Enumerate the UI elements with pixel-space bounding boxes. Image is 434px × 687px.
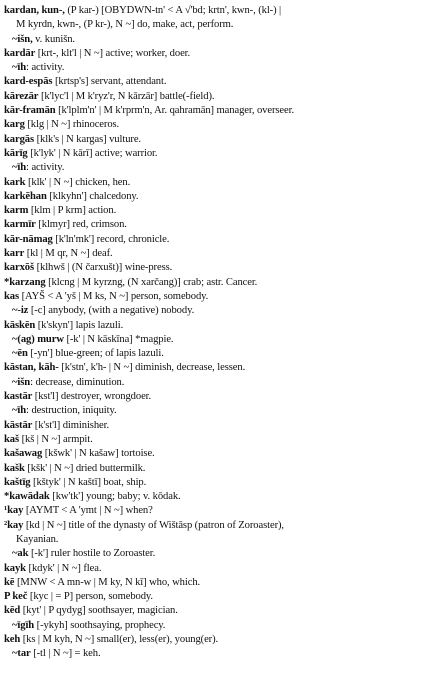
headword: karr (4, 248, 25, 260)
dictionary-entry (4, 390, 430, 404)
headword: kaštīg (4, 476, 31, 488)
headword: karmīr (4, 219, 36, 231)
definition-text: [klk' | N ~] chicken, hen. (25, 176, 131, 188)
definition-text: [-k' | N kāskīna] *magpie. (63, 333, 174, 345)
dictionary-entry (4, 504, 430, 518)
headword: kār-framān (4, 105, 56, 117)
subentry (4, 61, 430, 75)
definition-text: [krt-, klt'l | N ~] active; worker, doer. (35, 47, 191, 59)
subentry (4, 647, 430, 661)
headword: kēd (4, 605, 21, 617)
dictionary-entry (4, 590, 430, 604)
definition-text: [kst'l] destroyer, wrongdoer. (32, 391, 152, 403)
headword: kār-nāmag (4, 233, 53, 245)
definition-text: [kyt' | P qydyg] soothsayer, magician. (20, 605, 178, 617)
headword: kāstan, kāh- (4, 362, 59, 374)
headword: ~ak (12, 548, 29, 560)
definition-text: [kštyk' | N kaštī] boat, ship. (30, 476, 147, 488)
headword: kāskēn (4, 319, 36, 331)
headword: ~išn (12, 376, 31, 388)
headword: kargās (4, 133, 35, 145)
dictionary-entry (4, 118, 430, 132)
dictionary-entry (4, 633, 430, 647)
dictionary-entry (4, 476, 430, 490)
definition-text: [klcng | M kyrzng, (N xarčang)] crab; astr. Cancer. (45, 276, 258, 288)
dictionary-entry (4, 604, 430, 618)
headword: ~tar (12, 648, 31, 660)
dictionary-entry (4, 433, 430, 447)
definition-text: v. kunišn. (32, 33, 75, 45)
subentry (4, 333, 430, 347)
subentry (4, 33, 430, 47)
definition-text: [MNW < A mn-w | M ky, N kī] who, which. (14, 576, 201, 588)
headword: ~(ag) murw (12, 333, 64, 345)
dictionary-entry (4, 419, 430, 433)
dictionary-entry (4, 104, 430, 118)
definition-text: : decrease, diminution. (30, 376, 125, 388)
headword: ~īh (12, 405, 27, 417)
definition-text: [kš | N ~] armpit. (19, 433, 93, 445)
headword: kas (4, 290, 20, 302)
definition-text: [k'lyc'l | M k'ryz'r, N kārzār] battle(-field). (38, 90, 215, 102)
headword: karm (4, 205, 29, 217)
subentry (4, 404, 430, 418)
dictionary-entry (4, 233, 430, 247)
headword: kē (4, 576, 15, 588)
subentry (4, 304, 430, 318)
dictionary-entry (4, 4, 430, 18)
dictionary-entry (4, 75, 430, 89)
definition-text: : activity. (26, 162, 65, 174)
dictionary-entry (4, 576, 430, 590)
headword: kašk (4, 462, 25, 474)
headword: kārīg (4, 147, 28, 159)
headword: kastār (4, 391, 33, 403)
dictionary-entry (4, 247, 430, 261)
definition-text: [kw'tk'] young; baby; v. kōdak. (49, 491, 181, 503)
dictionary-entry (4, 462, 430, 476)
dictionary-entry (4, 447, 430, 461)
definition-text: : activity. (26, 62, 65, 74)
headword: kark (4, 176, 26, 188)
definition-text: : destruction, iniquity. (26, 405, 117, 417)
headword: karxōš (4, 262, 35, 274)
definition-text: [-tl | N ~] = keh. (30, 648, 101, 660)
headword: ¹kay (4, 505, 24, 517)
definition-text: [klg | N ~] rhinoceros. (24, 119, 120, 131)
headword: keh (4, 634, 21, 646)
dictionary-entry (4, 190, 430, 204)
definition-text: [AYŠ < A 'yš | M ks, N ~] person, somebody. (19, 290, 209, 302)
subentry (4, 161, 430, 175)
definition-text: [-k'] ruler hostile to Zoroaster. (28, 548, 156, 560)
entry-continuation (4, 18, 430, 32)
definition-text: [klmyr] red, crimson. (35, 219, 127, 231)
headword: karg (4, 119, 25, 131)
definition-text: [k'lyk' | N kārī] active; warrior. (27, 147, 158, 159)
definition-text: [klkyhn'] chalcedony. (46, 190, 139, 202)
headword: P keč (4, 591, 28, 603)
dictionary-entry (4, 490, 430, 504)
headword: kāstār (4, 419, 33, 431)
headword: *kawādak (4, 491, 50, 503)
dictionary-entry (4, 133, 430, 147)
headword: ~īh (12, 162, 27, 174)
definition-text: [klm | P krm] action. (28, 205, 117, 217)
dictionary-entry (4, 176, 430, 190)
headword: karkēhan (4, 190, 47, 202)
headword: ~-iz (12, 305, 29, 317)
dictionary-entry (4, 47, 430, 61)
definition-text: Kayanian. (16, 533, 59, 545)
dictionary-entry (4, 562, 430, 576)
definition-text: [-c] anybody, (with a negative) nobody. (28, 305, 195, 317)
headword: kašawag (4, 448, 43, 460)
dictionary-entry (4, 261, 430, 275)
definition-text: [kdyk' | N ~] flea. (25, 562, 102, 574)
subentry (4, 376, 430, 390)
definition-text: [kd | N ~] title of the dynasty of Wištāsp (patron of Zoroaster), (23, 519, 284, 531)
dictionary-entry (4, 290, 430, 304)
headword: ~išn, (12, 33, 33, 45)
definition-text: [ks | M kyh, N ~] small(er), less(er), young(er). (20, 634, 219, 646)
headword: kardār (4, 47, 36, 59)
definition-text: [k'ln'mk'] record, chronicle. (52, 233, 170, 245)
definition-text: [k'lplm'n' | M k'rprm'n, Ar. qahramān] manager, overseer. (55, 105, 295, 117)
subentry (4, 347, 430, 361)
definition-text: [k'st'l] diminisher. (32, 419, 110, 431)
headword: ~īgīh (12, 619, 35, 631)
entry-continuation (4, 533, 430, 547)
definition-text: [-ykyh] soothsaying, prophecy. (34, 619, 166, 631)
subentry (4, 547, 430, 561)
headword: kardan, kun-, (4, 5, 65, 16)
headword: kayk (4, 562, 26, 574)
definition-text: [AYMT < A 'ymt | N ~] when? (23, 505, 153, 517)
dictionary-entry (4, 276, 430, 290)
definition-text: [kl | M qr, N ~] deaf. (24, 248, 113, 260)
headword: kārezār (4, 90, 39, 102)
definition-text: [kšwk' | N kašaw] tortoise. (42, 448, 155, 460)
headword: ²kay (4, 519, 24, 531)
headword: ~īh (12, 62, 27, 74)
definition-text: [k'skyn'] lapis lazuli. (35, 319, 124, 331)
headword: kard-espās (4, 76, 53, 88)
headword: kaš (4, 433, 20, 445)
headword: ~ēn (12, 348, 28, 360)
definition-text: [klhwš | (N čarxušt)] wine-press. (34, 262, 173, 274)
definition-text: [k'stn', k'h- | N ~] diminish, decrease, lessen. (58, 362, 246, 374)
definition-text: [kyc | = P] person, somebody. (27, 591, 153, 603)
dictionary-entry (4, 147, 430, 161)
dictionary-entry (4, 319, 430, 333)
definition-text: [-yn'] blue-green; of lapis lazuli. (27, 348, 164, 360)
dictionary-entry (4, 361, 430, 375)
headword: *karzang (4, 276, 46, 288)
dictionary-entry (4, 90, 430, 104)
dictionary-entry (4, 204, 430, 218)
definition-text: [kšk' | N ~] dried buttermilk. (24, 462, 146, 474)
definition-text: (P kar-) [OBYDWN-tn' < A √'bd; krtn', kwn-, (kl-) | (64, 5, 282, 16)
definition-text: M kyrdn, kwn-, (P kr-), N ~] do, make, act, perform. (16, 19, 234, 31)
dictionary-entry (4, 519, 430, 533)
definition-text: [klk's | N kargas] vulture. (34, 133, 141, 145)
dictionary-entry (4, 218, 430, 232)
definition-text: [krtsp's] servant, attendant. (52, 76, 167, 88)
subentry (4, 619, 430, 633)
